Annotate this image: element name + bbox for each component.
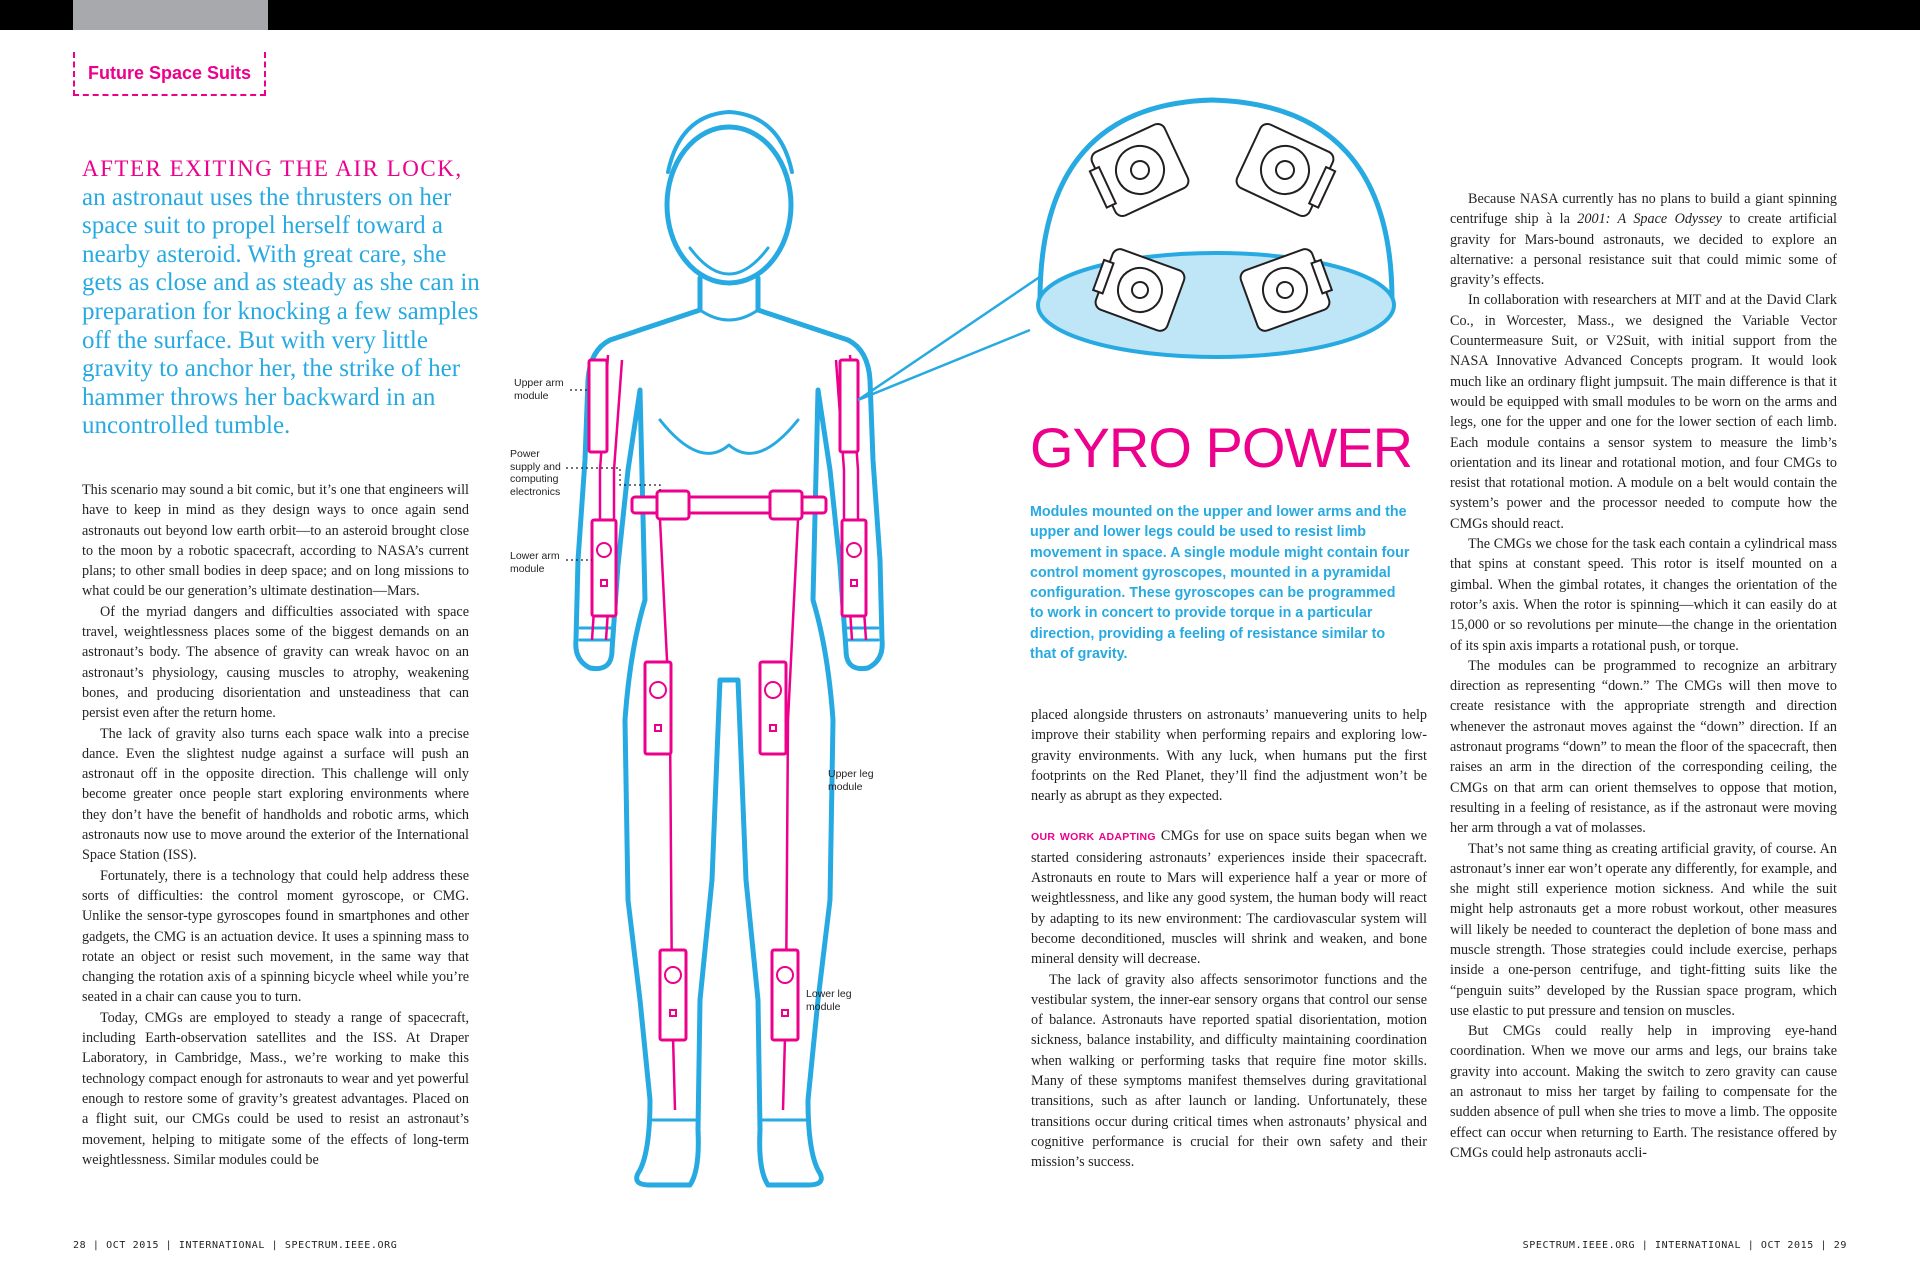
upper-arm-module-right	[840, 360, 858, 452]
paragraph: In collaboration with researchers at MIT and at the David Clark Co., in Worcester, Mass., we designed the Variable Vector Countermeasure Suit, or V2Suit, with initial support from the NASA Innovative Advanced Concepts program. It would look much like an ordinary flight jumpsuit. The main difference is that it would be equipped with small modules to be worn on the arms and legs, one for the upper and one for the lower section of each limb. Each module contains a sensor system to measure the limb’s orientation and its linear and rotational motion, and four CMGs to resist that rotational motion. A module on a belt would contain the system’s power and the processor needed to compute how the CMGs should react.	[1450, 292, 1837, 532]
paragraph: The lack of gravity also turns each space walk into a precise dance. Even the slightest nudge against a surface will push an astronaut off in the opposite direction. This challenge will only become greater once people start exploring environments where they don’t have the benefit of handholds and robotic arms, which astronauts now use to move around the exterior of the International Space Station (ISS).	[82, 725, 469, 864]
belt-module-right	[770, 491, 802, 519]
run-in-head: OUR WORK ADAPTING	[1031, 831, 1156, 844]
paragraph: OUR WORK ADAPTING CMGs for use on space suits began when we started considering astronauts’ experiences inside their spacecraft. Astronauts en route to Mars will experience half a year or more of weightlessness, and like any good system, the human body will react by adapting to its new environment: The cardiovascular system will become deconditioned, muscles will shrink and weaken, and bone mineral density will decrease.	[1031, 828, 1427, 968]
lower-leg-module-right	[772, 950, 798, 1040]
paragraph: The CMGs we chose for the task each contain a cylindrical mass that spins at constant speed. This rotor is itself mounted on a gimbal. When the gimbal rotates, it changes the orientation of the rotor’s axis. When the rotor is spinning—which it can easily do at 15,000 or so revolutions per minute—the change in the orientation of its spin axis imparts a rotational push, or torque.	[1450, 536, 1837, 654]
paragraph: placed alongside thrusters on astronauts’ manuevering units to help improve their stability when performing repairs and exploring low-gravity environments. With any luck, when humans put the first footprints on the Red Planet, they’ll find the adjustment won’t be nearly as abrupt as they expected.	[1031, 707, 1427, 805]
paragraph: Because NASA currently has no plans to build a giant spinning centrifuge ship à la 2001: A Space Odyssey to create artificial gravity for Mars-bound astronauts, we decided to explore an alternative: a personal resistance suit that could mimic some of gravity’s effects.	[1450, 191, 1837, 289]
lower-arm-module-right	[842, 520, 866, 616]
column-4	[1450, 189, 1837, 1163]
head	[667, 127, 791, 283]
upper-arm-module-left	[589, 360, 607, 452]
paragraph: The lack of gravity also affects sensorimotor functions and the vestibular system, the inner-ear sensory organs that control our sense of balance. Astronauts have reported spatial disorientation, motion sickness, balance instability, and difficulty maintaining coordination when walking or performing tasks that require fine motor skills. Many of these symptoms manifest themselves during gravitational transitions, such as after launch or landing. Unfortunately, these transitions occur during critical times when astronauts’ physical and cognitive performance is crucial for their own safety and their mission’s success.	[1031, 971, 1427, 1171]
paragraph: But CMGs could really help in improving eye-hand coordination. When we move our arms and legs, our brains take gravity into account. Making the switch to zero gravity can cause an astronaut to miss her target by failing to compensate for the sudden absence of pull when she tries to move a limb. The opposite effect can occur when returning to Earth. The resistance offered by CMGs could help astronauts accli-	[1450, 1023, 1837, 1161]
paragraph: That’s not same thing as creating artificial gravity, of course. An astronaut’s inner ear won’t operate any differently, for example, and she might still experience motion sickness. And while the suit might help astronauts get a more robust workout, other measures will likely be needed to counteract the depletion of bone mass and muscle strength. Those strategies could include exercise, perhaps inside a one-person centrifuge, and tight-fitting suits like the “penguin suits” developed by the Russian space program, which use elastic to put pressure and tension on muscles.	[1450, 840, 1837, 1019]
sidebar-description: Modules mounted on the upper and lower arms and the upper and lower legs could be used to resist limb movement in space. A single module might contain four control moment gyroscopes, mounted in a pyramidal configuration. These gyroscopes can be programmed to work in concert to provide torque in a particular direction, providing a feeling of resistance similar to that of gravity.	[1030, 504, 1410, 663]
upper-leg-module-right	[760, 662, 786, 754]
paragraph: This scenario may sound a bit comic, but it’s one that engineers will have to keep in mind as they design ways to once again send astronauts out beyond low earth orbit—to an asteroid brought close to the moon by a robotic spacecraft, according to NASA’s current plans; to other small bodies in deep space; and on long missions to what could be our generation’s ultimate destination—Mars.	[82, 482, 469, 600]
callout-lower-arm: Lower arm module	[510, 550, 560, 575]
lede-text: an astronaut uses the thrusters on her space suit to propel herself toward a nearby asteroid. With great care, she gets as close and as steady as she can in preparation for knocking a few samples off the surface. But with very little gravity to anchor her, the strike of her hammer throws her backward in an uncontrolled tumble.	[82, 183, 480, 440]
footer-left: 28 | OCT 2015 | INTERNATIONAL | SPECTRUM.IEEE.ORG	[73, 1240, 398, 1251]
paragraph: Today, CMGs are employed to steady a range of spacecraft, including Earth-observation satellites and the ISS. At Draper Laboratory, in Cambridge, Mass., we’re working to make this technology compact enough for astronauts to wear and yet powerful enough to restore some of gravity’s greatest advantages. Placed on a flight suit, our CMGs could be used to resist an astronaut’s movement, helping to mitigate some of the effects of long-term weightlessness. Similar modules could be	[82, 1009, 469, 1168]
callout-upper-leg: Upper leg module	[828, 768, 874, 793]
section-tag: Future Space Suits	[73, 52, 266, 96]
lede-caps: AFTER EXITING THE AIR LOCK,	[82, 156, 463, 181]
lower-leg-module-left	[660, 950, 686, 1040]
paragraph: Of the myriad dangers and difficulties associated with space travel, weightlessness places some of the biggest demands on an astronaut’s body. The absence of gravity can wreak havoc on an astronaut’s physiology, causing muscles to atrophy, weakening bones, and producing disorientation and unsteadiness that can persist even after the return home.	[82, 603, 469, 722]
belt-module-left	[657, 491, 689, 519]
cmg-detail-dome	[1038, 100, 1394, 357]
sidebar-title: GYRO POWER	[1030, 416, 1413, 479]
column-3	[1031, 705, 1427, 1173]
callout-lower-leg: Lower leg module	[806, 988, 852, 1013]
footer-right: SPECTRUM.IEEE.ORG | INTERNATIONAL | OCT 2015 | 29	[1522, 1240, 1847, 1251]
callout-power: Power supply and computing electronics	[510, 448, 561, 498]
lower-arm-module-left	[592, 520, 616, 616]
callout-upper-arm: Upper arm module	[514, 377, 564, 402]
paragraph: The modules can be programmed to recognize an arbitrary direction as representing “down.” The CMGs will then move to create resistance with the appropriate strength and direction whenever the astronaut moves against the “down” direction. If an astronaut programs “down” to mean the floor of the spacecraft, then raises an arm in the direction of the corresponding ceiling, the CMGs on that arm can orient themselves to oppose that motion, resulting in a feeling of resistance, as if the astronaut were moving her arm through a vat of molasses.	[1450, 657, 1837, 837]
upper-leg-module-left	[645, 662, 671, 754]
suit-outline	[576, 310, 882, 1185]
paragraph: Fortunately, there is a technology that could help address these sorts of difficulties: the control moment gyroscope, or CMG. Unlike the sensor-type gyroscopes found in smartphones and other gadgets, the CMG is an actuation device. It uses a spinning mass to rotate an object or resist such movement, in the same way that changing the rotation axis of a spinning bicycle wheel while you’re seated in a chair can cause you to turn.	[82, 867, 469, 1006]
